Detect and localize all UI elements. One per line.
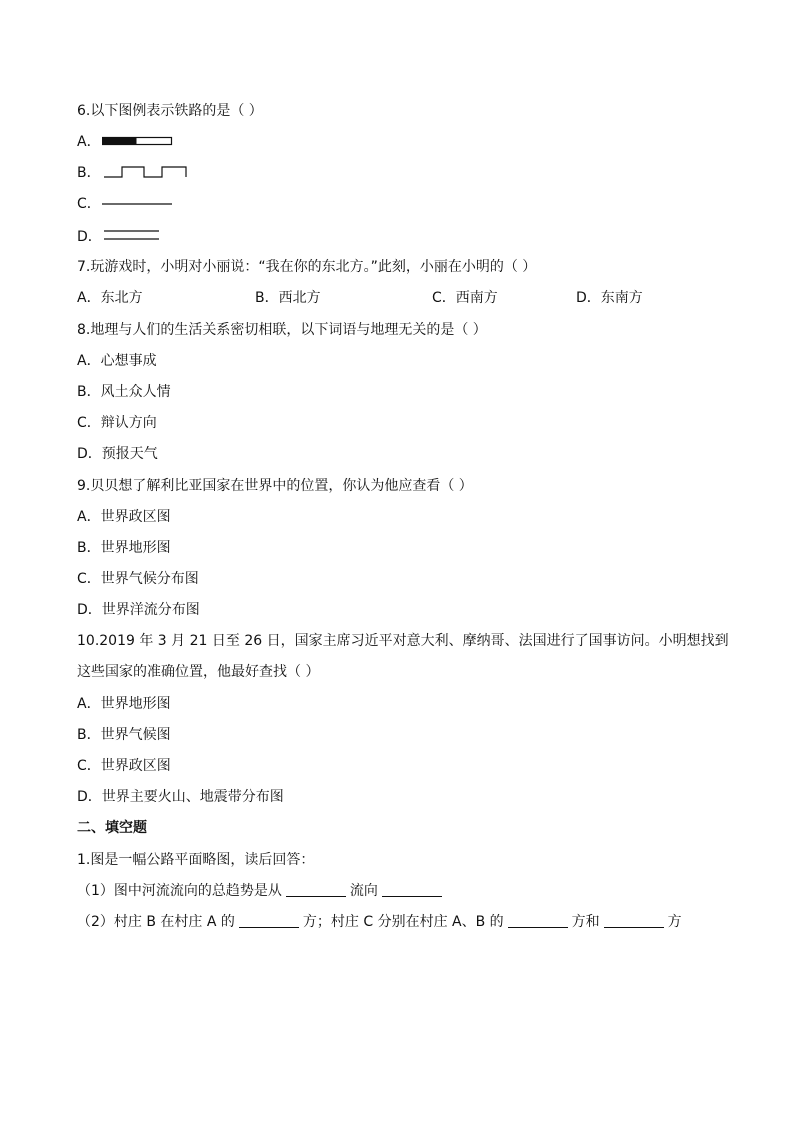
- q9-option-c: C．世界气候分布图: [77, 571, 199, 587]
- answer-blank[interactable]: [286, 882, 346, 897]
- answer-blank[interactable]: [239, 913, 299, 928]
- q8-stem: 8.地理与人们的生活关系密切相联，以下词语与地理无关的是（ ）: [77, 322, 487, 338]
- q6-option-a-label: A．: [77, 134, 101, 150]
- q6-option-d-label: D．: [77, 229, 102, 245]
- fill-q1-part1-text-b: 流向: [349, 883, 378, 899]
- q7-option-b: B．西北方: [255, 290, 321, 306]
- legend-boundary-symbol: [102, 136, 174, 148]
- q6-option-b-label: B．: [77, 165, 101, 181]
- answer-blank[interactable]: [382, 882, 442, 897]
- q8-option-d: D．预报天气: [77, 446, 158, 462]
- answer-blank[interactable]: [508, 913, 568, 928]
- fill-q1-part1-text-a: （1）图中河流流向的总趋势是从: [77, 883, 282, 899]
- q10-stem-line1: 10.2019 年 3 月 21 日至 26 日，国家主席习近平对意大利、摩纳哥、法国进行了国事访问。小明想找到: [77, 633, 729, 649]
- q6-option-c-label: C．: [77, 196, 101, 212]
- q6-stem: 6.以下图例表示铁路的是（ ）: [77, 103, 263, 119]
- answer-blank[interactable]: [604, 913, 664, 928]
- q10-option-a: A．世界地形图: [77, 696, 171, 712]
- q8-option-a: A．心想事成: [77, 353, 157, 369]
- q7-stem: 7.玩游戏时，小明对小丽说：“我在你的东北方。”此刻，小丽在小明的（ ）: [77, 259, 537, 275]
- fill-q1-part2: [77, 912, 682, 932]
- q8-option-b: B．风土众人情: [77, 384, 171, 400]
- q10-option-b: B．世界气候图: [77, 727, 171, 743]
- legend-wall-symbol: [102, 165, 188, 181]
- fill-q1-part2-text-d: 方: [667, 914, 682, 930]
- fill-q1-part2-text-b: 方；村庄 C 分别在村庄 A、B 的: [302, 914, 504, 930]
- q8-option-c: C．辩认方向: [77, 415, 157, 431]
- legend-double-line-symbol: [102, 226, 162, 244]
- q10-stem-line2: 这些国家的准确位置，他最好查找（ ）: [77, 664, 320, 680]
- q7-option-d: D．东南方: [576, 290, 643, 306]
- q7-option-a: A．东北方: [77, 290, 143, 306]
- legend-single-line-symbol: [102, 198, 174, 210]
- q10-option-d: D．世界主要火山、地震带分布图: [77, 789, 284, 805]
- fill-q1-part2-text-a: （2）村庄 B 在村庄 A 的: [77, 914, 235, 930]
- fill-q1-stem: 1.图是一幅公路平面略图，读后回答：: [77, 852, 315, 868]
- q9-option-a: A．世界政区图: [77, 509, 171, 525]
- q7-option-c: C．西南方: [432, 290, 498, 306]
- q10-option-c: C．世界政区图: [77, 758, 171, 774]
- fill-q1-part2-text-c: 方和: [571, 914, 600, 930]
- q9-stem: 9.贝贝想了解利比亚国家在世界中的位置，你认为他应查看（ ）: [77, 478, 473, 494]
- q9-option-d: D．世界洋流分布图: [77, 602, 200, 618]
- fill-q1-part1: [77, 881, 446, 901]
- q9-option-b: B．世界地形图: [77, 540, 171, 556]
- section-heading-fill-in: 二、填空题: [77, 820, 147, 836]
